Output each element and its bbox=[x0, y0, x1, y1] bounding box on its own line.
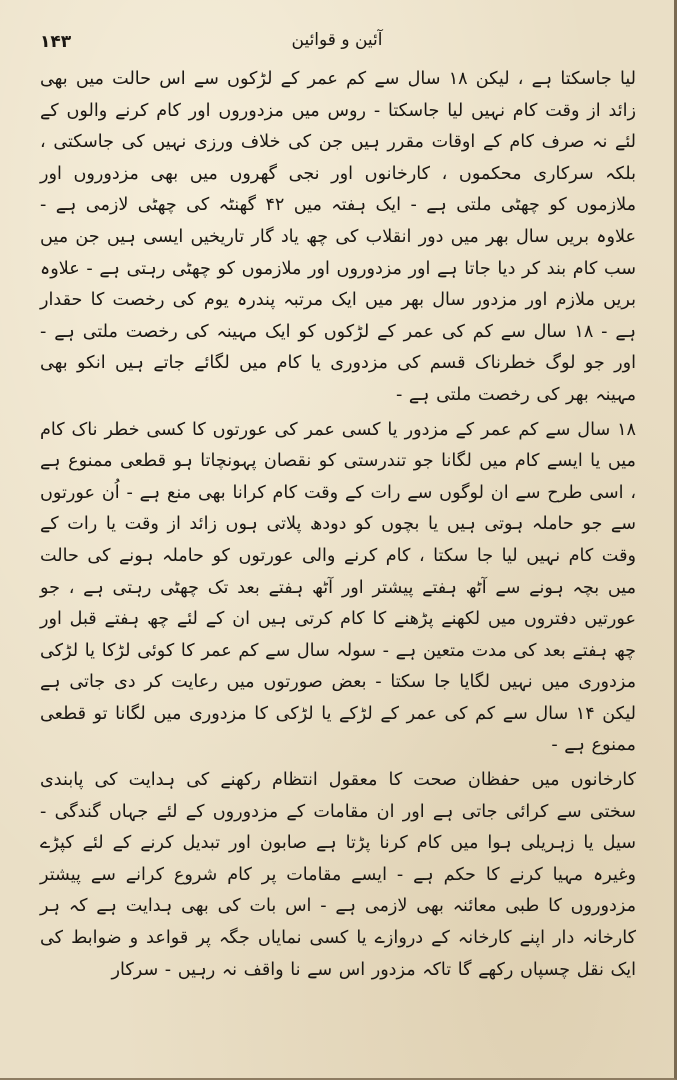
paragraph-3: کارخانوں میں حفظان صحت کا معقول انتظام رکھنے کی ہدایت کی پابندی سختی سے کرائی جاتی ہے اور ان مقامات کے مزدوروں کے لئے جہاں گندگی - سیل یا زہریلی ہوا میں کام کرنا پڑتا ہے صابون اور تبدیل کرنے کے لئے کپڑے وغیرہ مہیا کرنے کا حکم ہے - ایسے مقامات پر کام شروع کرانے سے پیشتر مزدوروں کا طبی معائنہ بھی لازمی ہے - اس بات کی بھی ہدایت ہے کہ ہر کارخانہ دار اپنے کارخانہ کے دروازے یا کسی نمایاں جگہ پر قواعد و ضوابط کی ایک نقل چسپاں رکھے گا تاکہ مزدور اس سے نا واقف نہ رہیں - سرکار bbox=[40, 770, 636, 980]
paragraph-1: لیا جاسکتا ہے ، لیکن ۱۸ سال سے کم عمر کے لڑکوں سے اس حالت میں بھی زائد از وقت کام نہیں لیا جاسکتا - روس میں مزدوروں اور کام کرنے والوں کے لئے نہ صرف کام کے اوقات مقرر ہیں جن کی خلاف ورزی نہیں کی جاسکتی ، بلکہ سرکاری محکموں ، کارخانوں اور نجی گھروں میں بھی مزدوروں اور ملازموں کو چھٹی ملتی ہے - ایک ہفتہ میں ۴۲ گھنٹہ کی چھٹی لازمی ہے - علاوہ بریں سال بھر میں دور انقلاب کی چھ یاد گار تاریخیں ایسی ہیں جن میں سب کام بند کر دیا جاتا ہے اور مزدوروں اور ملازموں کو چھٹی رہتی ہے - علاوہ بریں ملازم اور مزدور سال بھر میں ایک مرتبہ پندرہ یوم کی رخصت کا حقدار ہے - ۱۸ سال سے کم کی عمر کے لڑکوں کو ایک مہینہ کی رخصت ملتی ہے - اور جو لوگ خطرناک قسم کی مزدوری یا کام میں لگائے جاتے ہیں انکو بھی مہینہ بھر کی رخصت ملتی ہے - bbox=[40, 69, 636, 405]
paragraph-2: ۱۸ سال سے کم عمر کے مزدور یا کسی عمر کی عورتوں کا کسی خطر ناک کام میں یا ایسے کام میں لگانا جو تندرستی کو نقصان پہونچاتا ہو قطعی ممنوع ہے ، اسی طرح سے ان لوگوں سے رات کے وقت کام کرانا بھی منع ہے - اُن عورتوں سے جو حاملہ ہوتی ہیں یا بچوں کو دودھ پلاتی ہوں زائد از وقت یا رات کے وقت کام نہیں لیا جا سکتا ، کام کرنے والی عورتوں کو حاملہ ہونے کی حالت میں بچہ ہونے سے آٹھ ہفتے پیشتر اور آٹھ ہفتے بعد تک چھٹی رہتی ہے ، جو عورتیں دفتروں میں لکھنے پڑھنے کا کام کرتی ہیں ان کے لئے چھ ہفتے قبل اور چھ ہفتے بعد کی مدت متعین ہے - سولہ سال سے کم عمر کا کوئی لڑکا یا لڑکی مزدوری میں نہیں لگایا جا سکتا - بعض صورتوں میں رعایت کر دی جاتی ہے لیکن ۱۴ سال سے کم کی عمر کے لڑکے یا لڑکی کا مزدوری میں لگانا تو قطعی ممنوع ہے - bbox=[40, 419, 637, 756]
page-header bbox=[40, 30, 634, 60]
body-text bbox=[40, 64, 636, 986]
running-head: آئین و قوائین bbox=[291, 30, 383, 50]
page-number: ۱۴۳ bbox=[40, 32, 72, 52]
